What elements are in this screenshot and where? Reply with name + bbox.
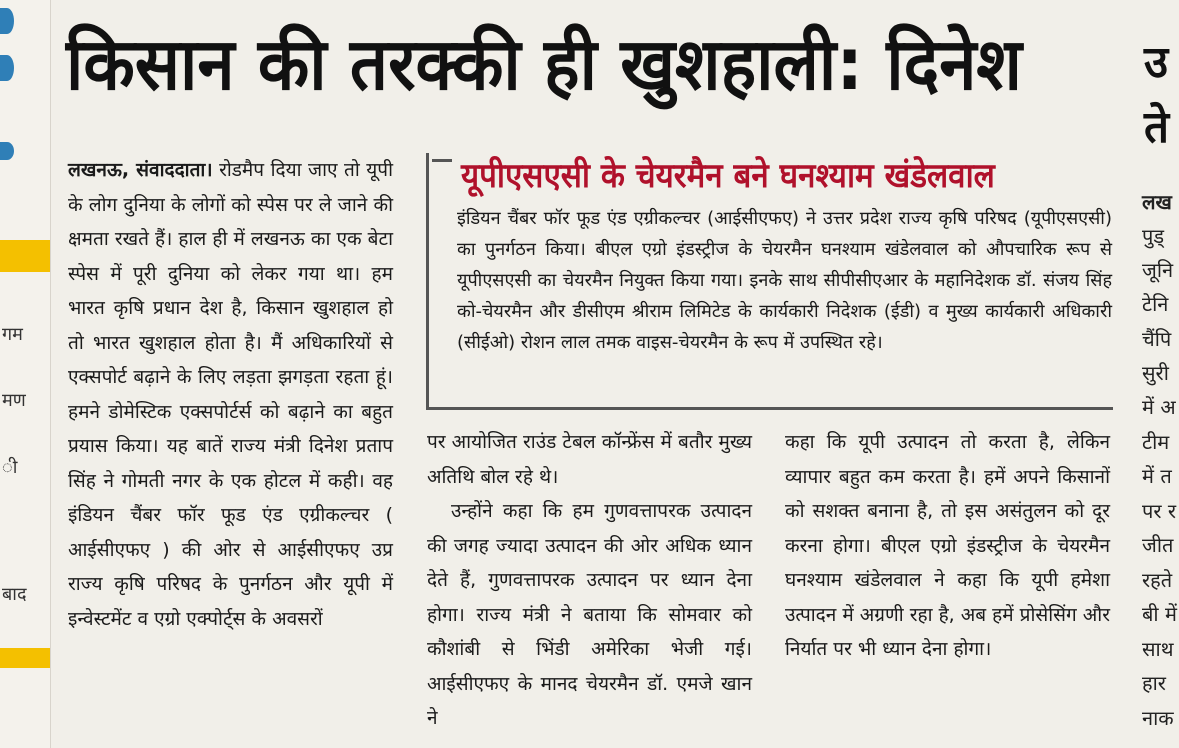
article-column-3	[785, 425, 1110, 667]
right-text-fragment: में त	[1142, 464, 1172, 488]
column-2-paragraph-2: उन्होंने कहा कि हम गुणवत्तापरक उत्पादन की जगह ज्यादा उत्पादन की ओर अधिक ध्यान देते हैं, गुणवत्तापरक उत्पादन पर ध्यान देना होगा। राज्य मंत्री ने बताया कि सोमवार को कौशांबी से भिंडी अमेरिका भेजी गई। आईसीएफए के मानद चेयरमैन डॉ. एमजे खान ने	[427, 500, 752, 729]
drop-graphic	[0, 142, 14, 160]
right-text-fragment: में अ	[1142, 395, 1176, 419]
right-text-fragment: हार	[1142, 671, 1166, 695]
right-headline-fragment: ते	[1144, 102, 1170, 153]
right-text-fragment: टेनि	[1142, 292, 1169, 316]
column-3-text: कहा कि यूपी उत्पादन तो करता है, लेकिन व्यापार बहुत कम करता है। हमें अपने किसानों को सशक्त बनाना है, तो इस असंतुलन को दूर करना होगा। बीएल एग्रो इंडस्ट्रीज के चेयरमैन घनश्याम खंडेलवाल ने कहा कि यूपी हमेशा उत्पादन में अग्रणी रहा है, अब हमें प्रोसेसिंग और निर्यात पर भी ध्यान देना होगा।	[785, 431, 1110, 660]
yellow-bar	[0, 648, 50, 668]
right-text-fragment: पर र	[1142, 499, 1177, 523]
headline: किसान की तरक्की ही खुशहाली: दिनेश	[66, 22, 1022, 106]
right-text-fragment: पुड्	[1142, 224, 1165, 248]
yellow-bar	[0, 240, 50, 272]
right-text-fragment: रहते	[1142, 568, 1173, 592]
box-title: यूपीएसएसी के चेयरमैन बने घनश्याम खंडेलवाल	[461, 156, 995, 196]
right-text-fragment: बी में	[1142, 602, 1177, 626]
box-corner	[432, 159, 452, 174]
column-1-text: रोडमैप दिया जाए तो यूपी के लोग दुनिया के लोगों को स्पेस पर ले जाने की क्षमता रखते हैं। हाल ही में लखनऊ का एक बेटा स्पेस में पूरी दुनिया को लेकर गया था। हम भारत कृषि प्रधान देश है, किसान खुशहाल हो तो भारत खुशहाल होता है। मैं अधिकारियों से एक्सपोर्ट बढ़ाने के लिए लड़ता झगड़ता रहता हूं। हमने डोमेस्टिक एक्सपोर्टर्स को बढ़ाने का बहुत प्रयास किया। यह बातें राज्य मंत्री दिनेश प्रताप सिंह ने गोमती नगर के एक होटल में कही। वह इंडियन चैंबर फॉर फूड एंड एग्रीकल्चर ( आईसीएफए ) की ओर से आईसीएफए उप्र राज्य कृषि परिषद के पुनर्गठन और यूपी में इन्वेस्टमेंट व एग्रो एक्पोर्ट्स के अवसरों	[68, 159, 393, 630]
left-fragment: गम	[2, 324, 23, 345]
sidebar-news-box	[426, 153, 1113, 410]
right-adjacent-column	[1138, 0, 1179, 748]
column-2-paragraph-1: पर आयोजित राउंड टेबल कॉन्फ्रेंस में बतौर मुख्य अतिथि बोल रहे थे।	[427, 431, 752, 488]
right-headline-fragment: उ	[1144, 37, 1169, 88]
left-adjacent-column	[0, 0, 51, 748]
right-text-fragment: लख	[1142, 190, 1172, 214]
article-column-1	[68, 153, 393, 636]
right-text-fragment: जूनि	[1142, 258, 1174, 282]
right-text-fragment: चैंपि	[1142, 327, 1172, 351]
article-column-2	[427, 425, 752, 736]
right-text-fragment: जीत	[1142, 533, 1174, 557]
right-text-fragment: नाक	[1142, 706, 1174, 730]
right-text-fragment: टीम	[1142, 430, 1170, 454]
right-text-fragment: साथ	[1142, 637, 1174, 661]
left-fragment: ी	[2, 457, 18, 478]
box-body: इंडियन चैंबर फॉर फूड एंड एग्रीकल्चर (आईसीएफए) ने उत्तर प्रदेश राज्य कृषि परिषद (यूपीएसएसी) का पुनर्गठन किया। बीएल एग्रो इंडस्ट्रीज के चेयरमैन घनश्याम खंडेलवाल को औपचारिक रूप से यूपीएसएसी का चेयरमैन नियुक्त किया गया। इनके साथ सीपीसीएआर के महानिदेशक डॉ. संजय सिंह को-चेयरमैन और डीसीएम श्रीराम लिमिटेड के कार्यकारी निदेशक (ईडी) व मुख्य कार्यकारी अधिकारी (सीईओ) रोशन लाल तमक वाइस-चेयरमैन के रूप में उपस्थित रहे।	[457, 208, 1112, 353]
drop-graphic	[0, 8, 14, 34]
drop-graphic	[0, 55, 14, 81]
left-fragment: बाद	[2, 584, 27, 605]
left-fragment: मण	[2, 390, 26, 411]
dateline: लखनऊ, संवाददाता।	[68, 159, 213, 181]
right-text-fragment: सुरी	[1142, 361, 1169, 385]
